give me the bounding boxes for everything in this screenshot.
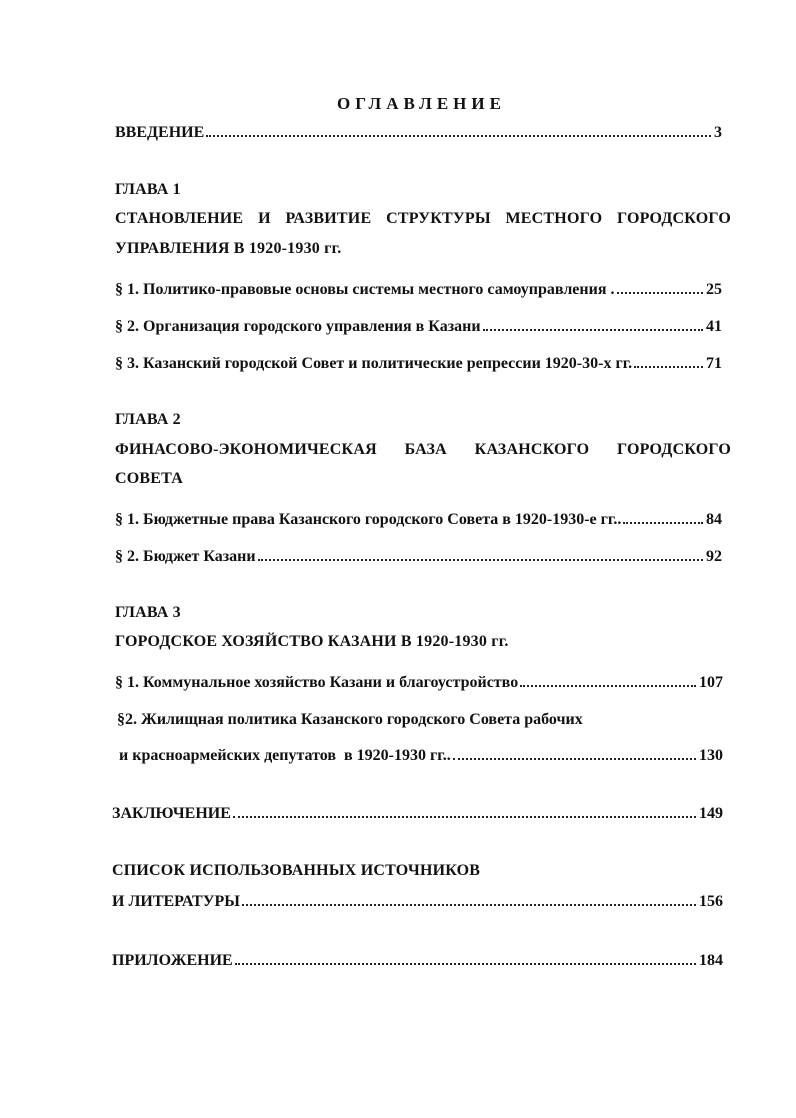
chapter-3-title-line1: ГОРОДСКОЕ ХОЗЯЙСТВО КАЗАНИ В 1920-1930 гг. bbox=[115, 633, 509, 650]
page-number: 41 bbox=[706, 318, 722, 335]
leader-dots bbox=[242, 904, 696, 906]
leader-dots bbox=[634, 366, 703, 368]
leader-dots bbox=[233, 816, 696, 818]
leader-dots bbox=[520, 685, 696, 687]
toc-label: § 2. Бюджет Казани bbox=[115, 548, 256, 565]
leader-dots bbox=[623, 522, 703, 524]
page-number: 71 bbox=[706, 355, 722, 372]
toc-entry-conclusion[interactable] bbox=[112, 803, 723, 825]
chapter-2-number: ГЛАВА 2 bbox=[115, 411, 181, 428]
page-number: 84 bbox=[706, 511, 722, 528]
chapter-1-title-line2: УПРАВЛЕНИЯ В 1920-1930 гг. bbox=[115, 240, 342, 257]
page-number: 92 bbox=[706, 548, 722, 565]
page-number: 149 bbox=[699, 805, 723, 822]
leader-dots bbox=[617, 292, 704, 294]
page-number: 3 bbox=[714, 124, 722, 141]
leader-dots bbox=[483, 329, 703, 331]
page-number: 25 bbox=[706, 281, 722, 298]
toc-entry-sources[interactable] bbox=[112, 891, 723, 913]
toc-label: ЗАКЛЮЧЕНИЕ bbox=[112, 805, 231, 822]
toc-label: § 1. Политико-правовые основы системы местного самоуправления . bbox=[115, 281, 615, 298]
chapter-3-number: ГЛАВА 3 bbox=[115, 604, 181, 621]
page-number: 107 bbox=[699, 674, 723, 691]
toc-label: § 2. Организация городского управления в Казани bbox=[115, 318, 481, 335]
toc-entry-3-2[interactable] bbox=[119, 745, 723, 767]
leader-dots bbox=[206, 135, 711, 137]
leader-dots bbox=[235, 963, 696, 965]
toc-entry-intro[interactable] bbox=[115, 122, 722, 144]
toc-entry-3-2-line1: §2. Жилищная политика Казанского городского Совета рабочих bbox=[117, 711, 583, 728]
toc-label: § 1. Бюджетные права Казанского городского Совета в 1920-1930-е гг.. bbox=[115, 511, 622, 528]
toc-entry-appendix[interactable] bbox=[112, 950, 723, 972]
chapter-1-title-line1: СТАНОВЛЕНИЕ И РАЗВИТИЕ СТРУКТУРЫ МЕСТНОГО ГОРОДСКОГО bbox=[115, 210, 731, 227]
toc-entry-2-2[interactable] bbox=[115, 546, 722, 568]
chapter-2-title-line2: СОВЕТА bbox=[115, 470, 183, 487]
page-number: 184 bbox=[699, 952, 723, 969]
toc-entry-3-1[interactable] bbox=[115, 672, 723, 694]
toc-entry-2-1[interactable] bbox=[115, 509, 722, 531]
sources-line1: СПИСОК ИСПОЛЬЗОВАННЫХ ИСТОЧНИКОВ bbox=[112, 862, 481, 879]
leader-dots bbox=[258, 559, 703, 561]
leader-dots bbox=[453, 758, 696, 760]
toc-entry-1-2[interactable] bbox=[115, 316, 722, 338]
toc-label: ПРИЛОЖЕНИЕ bbox=[112, 952, 233, 969]
chapter-1-number: ГЛАВА 1 bbox=[115, 181, 181, 198]
toc-label: и красноармейских депутатов в 1920-1930 гг.. bbox=[119, 747, 451, 764]
page-title: ОГЛАВЛЕНИЕ bbox=[337, 94, 506, 113]
toc-entry-1-1[interactable] bbox=[115, 279, 722, 301]
toc-label: И ЛИТЕРАТУРЫ bbox=[112, 893, 240, 910]
toc-entry-1-3[interactable] bbox=[115, 353, 722, 375]
chapter-2-title-line1: ФИНАСОВО-ЭКОНОМИЧЕСКАЯ БАЗА КАЗАНСКОГО ГОРОДСКОГО bbox=[115, 441, 731, 458]
toc-label: § 3. Казанский городской Совет и политические репрессии 1920-30-х гг. bbox=[115, 355, 633, 372]
page-number: 130 bbox=[699, 747, 723, 764]
toc-label: § 1. Коммунальное хозяйство Казани и благоустройство bbox=[115, 674, 519, 691]
page-number: 156 bbox=[699, 893, 723, 910]
toc-label: ВВЕДЕНИЕ bbox=[115, 124, 205, 141]
